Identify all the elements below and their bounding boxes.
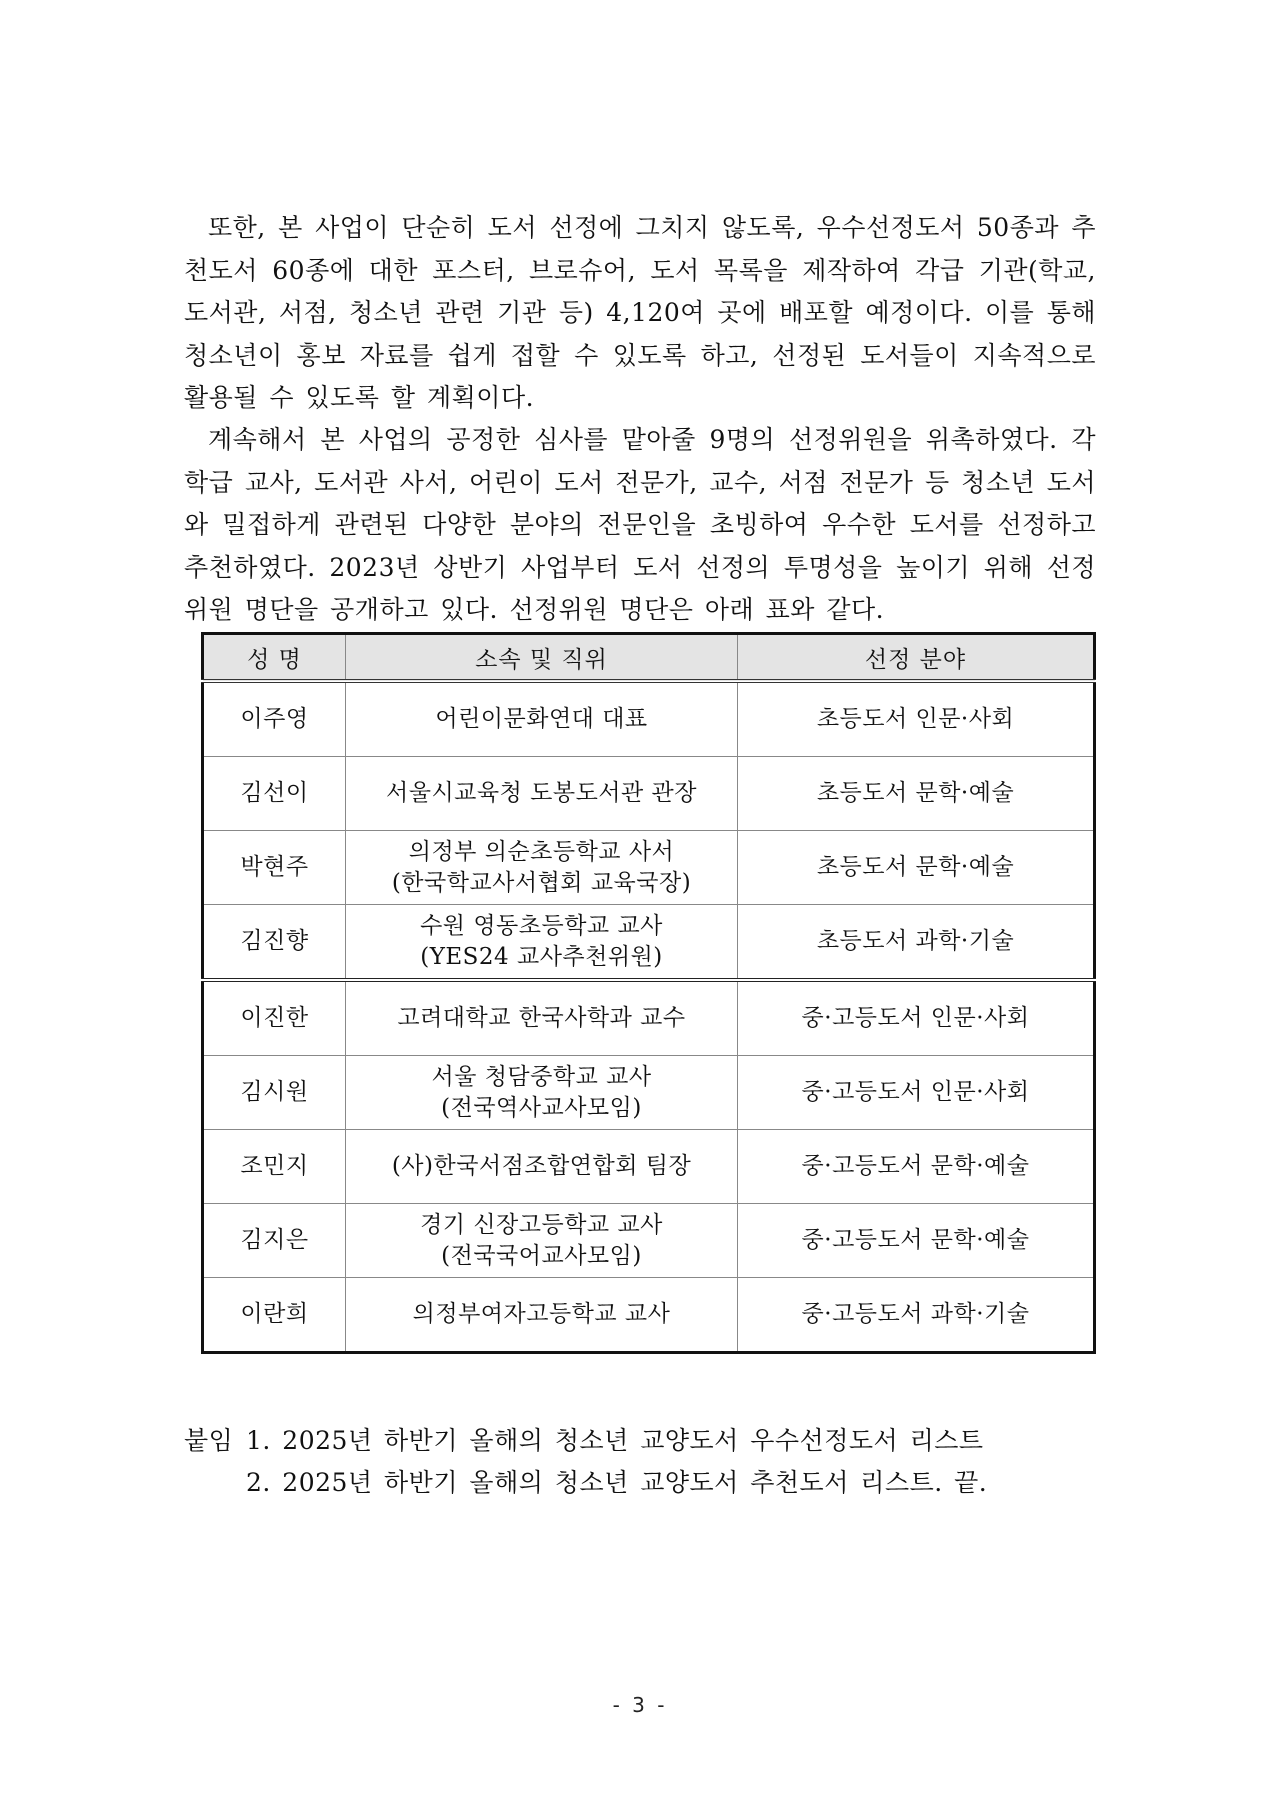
table-row [203, 681, 1095, 757]
member-affiliation [346, 757, 738, 831]
member-name: 조민지 [203, 1130, 346, 1204]
attachment-item [184, 1462, 987, 1504]
attachment-label: 붙임 [184, 1426, 234, 1455]
affiliation-line: (사)한국서점조합연합회 팀장 [391, 1153, 692, 1179]
attachment-text: 1. 2025년 하반기 올해의 청소년 교양도서 우수선정도서 리스트 [246, 1426, 984, 1455]
table-row [203, 1278, 1095, 1353]
member-field: 초등도서 문학·예술 [738, 757, 1095, 831]
paragraph-text: 계속해서 본 사업의 공정한 심사를 맡아줄 9명의 선정위원을 위촉하였다. 각 학급 교사, 도서관 사서, 어린이 도서 전문가, 교수, 서점 전문가 등 청소년 도서와 밀접하게 관련된 다양한 분야의 전문인을 초빙하여 우수한 도서를 선정하고 추천하였다. 2023년 상반기 사업부터 도서 선정의 투명성을 높이기 위해 선정위원 명단을 공개하고 있다. 선정위원 명단은 아래 표와 같다. [184, 425, 1096, 624]
affiliation-line: 수원 영동초등학교 교사 [420, 912, 663, 939]
body-paragraph-committee [184, 419, 1096, 632]
column-header-name: 성 명 [203, 634, 346, 682]
member-affiliation [346, 1204, 738, 1278]
member-field: 초등도서 문학·예술 [738, 831, 1095, 905]
table-row [203, 980, 1095, 1056]
member-field: 초등도서 과학·기술 [738, 905, 1095, 981]
attachments-section [184, 1420, 987, 1504]
member-field: 중·고등도서 문학·예술 [738, 1204, 1095, 1278]
member-name: 김시원 [203, 1056, 346, 1130]
column-header-field: 선정 분야 [738, 634, 1095, 682]
member-name: 김선이 [203, 757, 346, 831]
member-name: 이란희 [203, 1278, 346, 1353]
table-row [203, 1130, 1095, 1204]
selection-committee-table [201, 632, 1096, 1354]
member-name: 이주영 [203, 681, 346, 757]
member-name: 이진한 [203, 980, 346, 1056]
affiliation-line: 의정부 의순초등학교 사서 [408, 838, 675, 865]
page-number: - 3 - [612, 1693, 668, 1717]
affiliation-line: 의정부여자고등학교 교사 [412, 1301, 671, 1327]
affiliation-line: 경기 신장고등학교 교사 [420, 1211, 663, 1238]
table-row [203, 1056, 1095, 1130]
table-row [203, 905, 1095, 981]
member-field: 중·고등도서 과학·기술 [738, 1278, 1095, 1353]
affiliation-subline: (한국학교사서협회 교육국장) [391, 869, 692, 896]
affiliation-subline: (YES24 교사추천위원) [420, 943, 663, 970]
body-paragraph-distribution [184, 207, 1096, 420]
member-field: 중·고등도서 문학·예술 [738, 1130, 1095, 1204]
table-row [203, 831, 1095, 905]
table-header-row [203, 634, 1095, 682]
affiliation-line: 서울시교육청 도봉도서관 관장 [386, 780, 697, 806]
paragraph-text: 또한, 본 사업이 단순히 도서 선정에 그치지 않도록, 우수선정도서 50종과 추천도서 60종에 대한 포스터, 브로슈어, 도서 목록을 제작하여 각급 기관(학교, 도서관, 서점, 청소년 관련 기관 등) 4,120여 곳에 배포할 예정이다. 이를 통해 청소년이 홍보 자료를 쉽게 접할 수 있도록 하고, 선정된 도서들이 지속적으로 활용될 수 있도록 할 계획이다. [184, 213, 1096, 412]
attachment-text: 2. 2025년 하반기 올해의 청소년 교양도서 추천도서 리스트. 끝. [246, 1468, 988, 1497]
affiliation-subline: (전국역사교사모임) [441, 1094, 642, 1121]
member-affiliation [346, 1278, 738, 1353]
member-affiliation [346, 1130, 738, 1204]
member-name: 김진향 [203, 905, 346, 981]
member-field: 초등도서 인문·사회 [738, 681, 1095, 757]
table-row [203, 1204, 1095, 1278]
affiliation-line: 서울 청담중학교 교사 [431, 1063, 652, 1090]
affiliation-line: 고려대학교 한국사학과 교수 [397, 1005, 686, 1031]
member-field: 중·고등도서 인문·사회 [738, 980, 1095, 1056]
member-affiliation [346, 905, 738, 981]
member-affiliation [346, 980, 738, 1056]
member-name: 김지은 [203, 1204, 346, 1278]
column-header-affiliation: 소속 및 직위 [346, 634, 738, 682]
affiliation-line: 어린이문화연대 대표 [435, 706, 648, 732]
attachment-item [184, 1420, 987, 1462]
table-row [203, 757, 1095, 831]
member-affiliation [346, 1056, 738, 1130]
member-affiliation [346, 831, 738, 905]
affiliation-subline: (전국국어교사모임) [441, 1242, 642, 1269]
member-name: 박현주 [203, 831, 346, 905]
member-affiliation [346, 681, 738, 757]
member-field: 중·고등도서 인문·사회 [738, 1056, 1095, 1130]
